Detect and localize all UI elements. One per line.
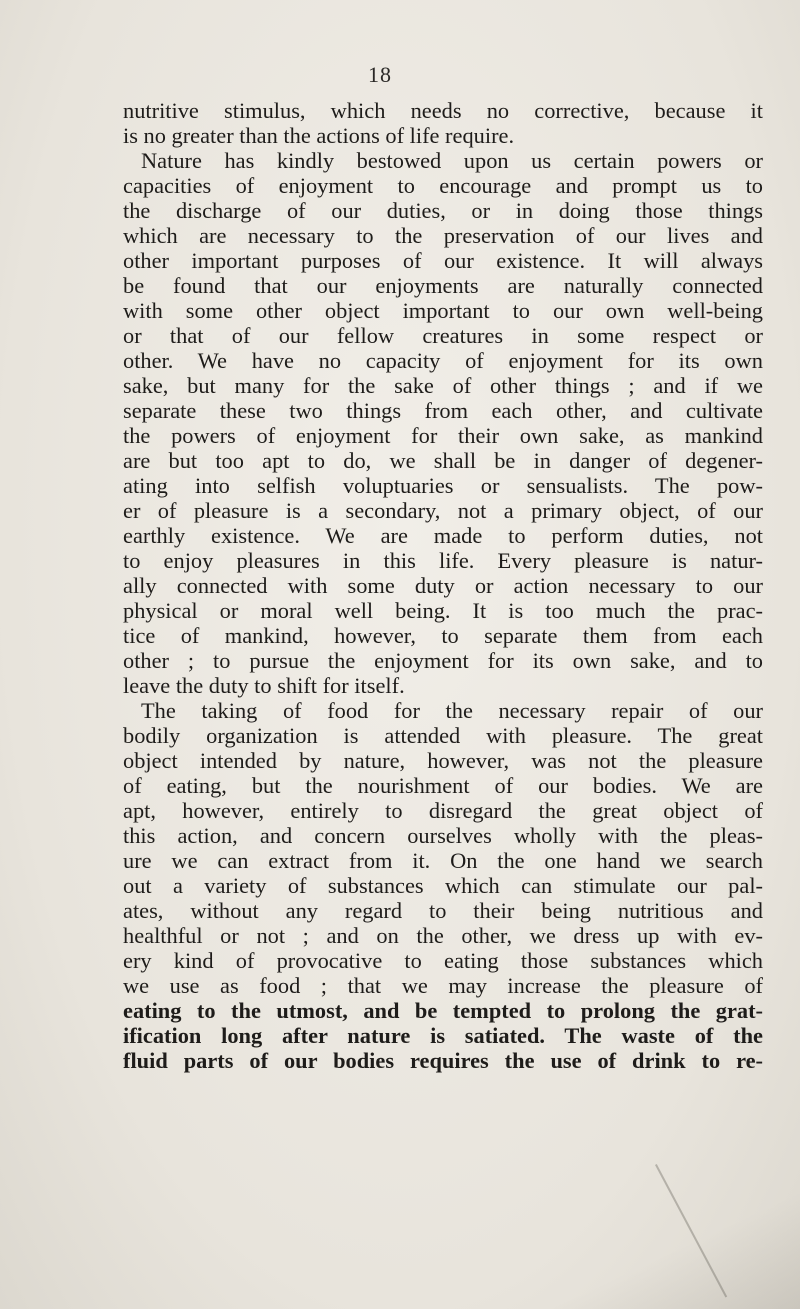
text-line: other important purposes of our existence. It will always — [123, 248, 763, 273]
text-line: tice of mankind, however, to separate them from each — [123, 623, 763, 648]
text-line: ure we can extract from it. On the one hand we search — [123, 848, 763, 873]
text-line: The taking of food for the necessary repair of our — [141, 698, 763, 723]
text-line: which are necessary to the preservation of our lives and — [123, 223, 763, 248]
text-line: other ; to pursue the enjoyment for its own sake, and to — [123, 648, 763, 673]
text-line: ery kind of provocative to eating those substances which — [123, 948, 763, 973]
text-line: other. We have no capacity of enjoyment for its own — [123, 348, 763, 373]
text-line: fluid parts of our bodies requires the use of drink to re- — [123, 1048, 763, 1073]
text-line: we use as food ; that we may increase the pleasure of — [123, 973, 763, 998]
text-line: ally connected with some duty or action necessary to our — [123, 573, 763, 598]
text-line: sake, but many for the sake of other things ; and if we — [123, 373, 763, 398]
page-number: 18 — [368, 62, 392, 87]
text-line: Nature has kindly bestowed upon us certain powers or — [141, 148, 763, 173]
text-line: physical or moral well being. It is too much the prac- — [123, 598, 763, 623]
body-text — [123, 98, 763, 1073]
text-line: separate these two things from each other, and cultivate — [123, 398, 763, 423]
text-line: er of pleasure is a secondary, not a primary object, of our — [123, 498, 763, 523]
text-line: object intended by nature, however, was not the pleasure — [123, 748, 763, 773]
text-line: apt, however, entirely to disregard the great object of — [123, 798, 763, 823]
text-line: out a variety of substances which can stimulate our pal- — [123, 873, 763, 898]
text-line: capacities of enjoyment to encourage and prompt us to — [123, 173, 763, 198]
text-line: leave the duty to shift for itself. — [123, 673, 405, 698]
text-line: ating into selfish voluptuaries or sensualists. The pow- — [123, 473, 763, 498]
text-line: is no greater than the actions of life require. — [123, 123, 515, 148]
text-line: be found that our enjoyments are naturally connected — [123, 273, 763, 298]
text-line: the powers of enjoyment for their own sake, as mankind — [123, 423, 763, 448]
text-line: this action, and concern ourselves wholly with the pleas- — [123, 823, 763, 848]
text-line: eating to the utmost, and be tempted to prolong the grat- — [123, 998, 763, 1023]
text-line: the discharge of our duties, or in doing those things — [123, 198, 763, 223]
text-line: healthful or not ; and on the other, we dress up with ev- — [123, 923, 763, 948]
text-line: to enjoy pleasures in this life. Every pleasure is natur- — [123, 548, 763, 573]
text-line: ification long after nature is satiated. The waste of the — [123, 1023, 763, 1048]
text-line: nutritive stimulus, which needs no corrective, because it — [123, 98, 763, 123]
text-line: ates, without any regard to their being nutritious and — [123, 898, 763, 923]
text-line: with some other object important to our own well-being — [123, 298, 763, 323]
text-line: earthly existence. We are made to perform duties, not — [123, 523, 763, 548]
text-line: of eating, but the nourishment of our bodies. We are — [123, 773, 763, 798]
text-line: bodily organization is attended with pleasure. The great — [123, 723, 763, 748]
text-line: are but too apt to do, we shall be in danger of degener- — [123, 448, 763, 473]
text-line: or that of our fellow creatures in some respect or — [123, 323, 763, 348]
